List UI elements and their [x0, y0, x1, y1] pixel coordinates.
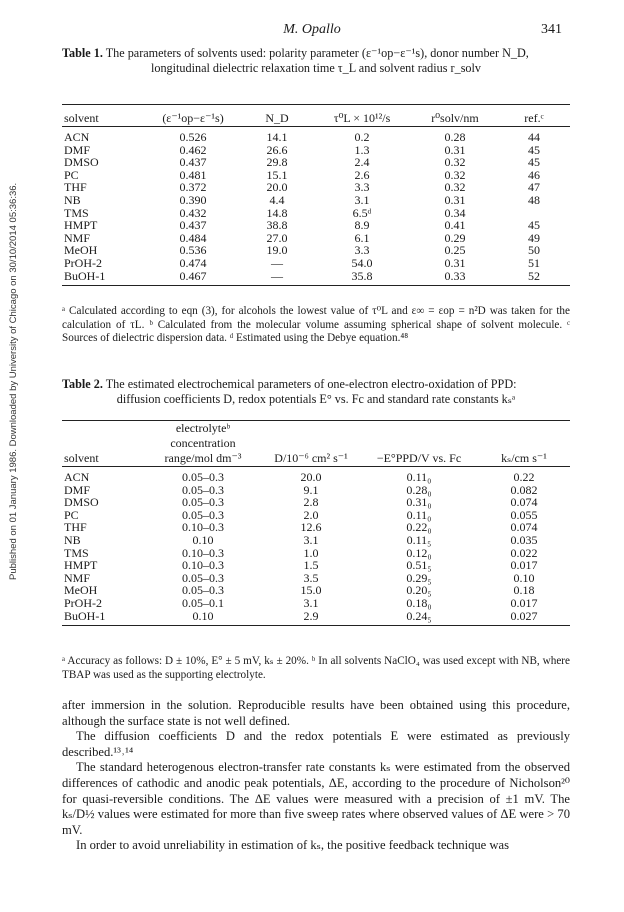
- table-cell: 0.24₅: [360, 610, 478, 626]
- table1-body: [62, 127, 570, 286]
- table-cell: 0.05–0.1: [182, 595, 224, 610]
- table-cell: NB: [64, 532, 81, 547]
- table-cell: 3.3: [354, 243, 370, 258]
- table1-header: (ε⁻¹op−ε⁻¹s): [144, 105, 242, 127]
- table-row: [62, 232, 570, 245]
- body-text: [62, 698, 570, 854]
- table-cell: 0.10: [513, 570, 535, 585]
- table2-header: range/mol dm⁻³: [164, 451, 242, 465]
- table-cell: 0.18₀: [406, 595, 432, 610]
- table1-caption-line2: longitudinal dielectric relaxation time τ_L and solvent radius r_solv: [150, 61, 482, 75]
- download-watermark-text: Published on 01 January 1986. Downloaded by University of Chicago on 30/10/2014 05:36:36.: [8, 182, 19, 580]
- table-cell: 0.32: [444, 167, 466, 182]
- table-cell: 3.1: [303, 532, 319, 547]
- author-name: M. Opallo: [283, 22, 341, 37]
- table-cell: 0.462: [179, 142, 207, 157]
- table-cell: NB: [64, 192, 81, 207]
- table-cell: 27.0: [266, 230, 288, 245]
- table-cell: NMF: [64, 230, 91, 245]
- table-cell: 9.1: [303, 482, 319, 497]
- table-cell: 0.437: [179, 218, 207, 233]
- table-cell: 0.074: [510, 520, 538, 535]
- table-cell: 3.3: [354, 180, 370, 195]
- table1-label: Table 1.: [62, 46, 103, 60]
- table-cell: 0.28: [444, 130, 466, 144]
- table-cell: 0.10–0.3: [182, 545, 224, 560]
- table-cell: BuOH-1: [62, 610, 144, 626]
- table1: [62, 104, 570, 286]
- table-cell: 45: [528, 155, 540, 170]
- table-cell: 0.22₀: [406, 520, 432, 535]
- table-cell: 0.31: [444, 142, 466, 157]
- table-cell: 0.29: [444, 230, 466, 245]
- table-row: [62, 219, 570, 232]
- table-cell: 0.28₀: [406, 482, 432, 497]
- table-cell: 0.2: [354, 130, 370, 144]
- table-cell: 0.05–0.3: [182, 482, 224, 497]
- table-cell: 0.372: [179, 180, 207, 195]
- table-cell: BuOH-1: [62, 270, 144, 286]
- table-cell: 14.8: [266, 205, 288, 220]
- table1-footnote: ᵃ Calculated according to eqn (3), for alcohols the lowest value of τ⁰L and ε∞ = εop = n²D was taken for the calculation of τL. ᵇ Calculated from the molecular volume assuming spherical shape of solvent molecule. ᶜ Sources of dielectric dispersion data. ᵈ Estimated using the Debye equation.⁴⁸: [62, 305, 570, 344]
- table2-header-stack: electrolyteᵇ: [175, 421, 231, 435]
- table-cell: 0.536: [179, 243, 207, 258]
- table-cell: 45: [528, 142, 540, 157]
- table-cell: 0.481: [179, 167, 207, 182]
- download-watermark: [8, 100, 22, 580]
- table-cell: 0.31: [444, 255, 466, 270]
- table-cell: 1.3: [354, 142, 370, 157]
- table-cell: 0.25: [444, 243, 466, 258]
- table-cell: ACN: [64, 130, 90, 144]
- table-cell: 0.11₀: [406, 507, 432, 522]
- table-cell: —: [242, 270, 312, 286]
- paragraph: after immersion in the solution. Reproducible results have been obtained using this procedure, although the surface state is not well defined.: [62, 698, 570, 728]
- table-cell: 0.22: [513, 470, 535, 484]
- table-cell: 0.022: [510, 545, 538, 560]
- table-cell: 0.027: [478, 610, 570, 626]
- table-cell: 51: [528, 255, 540, 270]
- table1-header: solvent: [62, 105, 144, 127]
- table-cell: 0.29₅: [406, 570, 432, 585]
- table-row: [62, 244, 570, 257]
- table-cell: 2.8: [303, 495, 319, 510]
- table-cell: 12.6: [300, 520, 322, 535]
- table-cell: 0.05–0.3: [182, 583, 224, 598]
- table-cell: 0.05–0.3: [182, 495, 224, 510]
- table-cell: DMF: [64, 142, 91, 157]
- table-cell: 3.5: [303, 570, 319, 585]
- running-head: [0, 22, 624, 40]
- table2-caption-line2: diffusion coefficients D, redox potentials E° vs. Fc and standard rate constants kₛᵃ: [116, 392, 516, 406]
- table-cell: 0.34: [444, 205, 466, 220]
- table-row: [62, 559, 570, 572]
- table-cell: 2.4: [354, 155, 370, 170]
- table-cell: 0.390: [179, 192, 207, 207]
- page-number: 341: [541, 22, 562, 37]
- table-cell: 0.526: [179, 130, 207, 144]
- table-cell: 0.11₀: [406, 470, 432, 484]
- table2-body: [62, 467, 570, 626]
- table-cell: 0.437: [179, 155, 207, 170]
- table-cell: 29.8: [266, 155, 288, 170]
- table2-header-electrolyte: [144, 421, 262, 467]
- table-cell: 0.10–0.3: [182, 558, 224, 573]
- table-cell: 1.5: [303, 558, 319, 573]
- table-cell: PrOH-2: [64, 255, 102, 270]
- table2-caption-line1: The estimated electrochemical parameters of one-electron electro-oxidation of PPD:: [105, 377, 517, 391]
- table-cell: 2.0: [303, 507, 319, 522]
- table2-header: solvent: [62, 421, 144, 467]
- table-cell: 3.1: [303, 595, 319, 610]
- table2-footnote: ᵃ Accuracy as follows: D ± 10%, E° ± 5 mV, kₛ ± 20%. ᵇ In all solvents NaClO₄ was used except with NB, where TBAP was used as the supporting electrolyte.: [62, 655, 570, 681]
- table-cell: 6.5ᵈ: [352, 205, 372, 220]
- table-row: [62, 534, 570, 547]
- table-cell: 20.0: [300, 470, 322, 484]
- table-cell: 0.51₅: [406, 558, 432, 573]
- table-cell: 0.32: [444, 180, 466, 195]
- table-cell: 38.8: [266, 218, 288, 233]
- table-cell: 8.9: [354, 218, 370, 233]
- table2-caption: [62, 377, 570, 407]
- table-cell: 0.074: [510, 495, 538, 510]
- paragraph: The standard heterogenous electron-transfer rate constants kₛ were estimated from the observed differences of cathodic and anodic peak potentials, ΔE, according to the procedure of Nicholson²⁰ for quasi-reversible conditions. The ΔE values were measured with a precision of ±1 mV. The kₛ/D½ values were estimated for more than five sweep rates where observed values of ΔE were > 70 mV.: [62, 760, 570, 837]
- table1-caption: [62, 46, 570, 76]
- table-row: [62, 597, 570, 610]
- table-cell: 0.10: [144, 610, 262, 626]
- table1-header: r⁰solv/nm: [412, 105, 498, 127]
- table-cell: 14.1: [266, 130, 288, 144]
- table-cell: 0.467: [144, 270, 242, 286]
- table2-label: Table 2.: [62, 377, 103, 391]
- table-row: [62, 181, 570, 194]
- table-row: [62, 194, 570, 207]
- table-cell: 0.32: [444, 155, 466, 170]
- table-cell: 0.05–0.3: [182, 570, 224, 585]
- table-row: [62, 610, 570, 626]
- table-cell: HMPT: [64, 558, 98, 573]
- table-row: [62, 270, 570, 286]
- table-cell: 0.082: [510, 482, 538, 497]
- table-row: [62, 467, 570, 484]
- table-cell: 44: [528, 130, 540, 144]
- table-row: [62, 156, 570, 169]
- table-cell: PrOH-2: [64, 595, 102, 610]
- table-cell: 54.0: [351, 255, 373, 270]
- table-cell: PC: [64, 167, 79, 182]
- table-cell: 45: [528, 218, 540, 233]
- table-cell: 0.474: [179, 255, 207, 270]
- table-cell: 15.0: [300, 583, 322, 598]
- table-cell: 0.41: [444, 218, 466, 233]
- table-cell: 0.10: [192, 532, 214, 547]
- table-cell: 3.1: [354, 192, 370, 207]
- table-cell: 0.12₀: [406, 545, 432, 560]
- table-cell: ACN: [64, 470, 90, 484]
- table-cell: 26.6: [266, 142, 288, 157]
- table-cell: 48: [528, 192, 540, 207]
- table2-header: kₛ/cm s⁻¹: [478, 421, 570, 467]
- table-cell: THF: [64, 520, 87, 535]
- table-cell: DMSO: [64, 495, 99, 510]
- table-cell: 49: [528, 230, 540, 245]
- table-cell: 0.33: [412, 270, 498, 286]
- table1-header: τ⁰L × 10¹²/s: [312, 105, 412, 127]
- table-cell: 0.05–0.3: [182, 470, 224, 484]
- table-cell: 50: [528, 243, 540, 258]
- table-cell: 35.8: [312, 270, 412, 286]
- table-cell: 0.055: [510, 507, 538, 522]
- table-cell: 15.1: [266, 167, 288, 182]
- table-cell: 6.1: [354, 230, 370, 245]
- table-cell: —: [271, 255, 283, 270]
- table-cell: NMF: [64, 570, 91, 585]
- table-row: [62, 169, 570, 182]
- table-cell: 0.18: [513, 583, 535, 598]
- table-row: [62, 207, 570, 220]
- table-cell: 46: [528, 167, 540, 182]
- table-cell: 52: [498, 270, 570, 286]
- table-cell: 20.0: [266, 180, 288, 195]
- table-cell: MeOH: [64, 243, 98, 258]
- table-cell: HMPT: [64, 218, 98, 233]
- table-cell: 19.0: [266, 243, 288, 258]
- table2-header: −E°PPD/V vs. Fc: [360, 421, 478, 467]
- table2: [62, 420, 570, 626]
- table-row: [62, 496, 570, 509]
- table-cell: 0.20₅: [406, 583, 432, 598]
- paragraph: In order to avoid unreliability in estimation of kₛ, the positive feedback technique was: [76, 838, 510, 853]
- table1-header: N_D: [242, 105, 312, 127]
- table2-header-stack: concentration: [170, 436, 236, 450]
- table-cell: 47: [528, 180, 540, 195]
- table-cell: 2.6: [354, 167, 370, 182]
- table-cell: 0.05–0.3: [182, 507, 224, 522]
- table-cell: 0.432: [179, 205, 207, 220]
- table-cell: 4.4: [269, 192, 285, 207]
- table1-caption-line1: The parameters of solvents used: polarity parameter (ε⁻¹op−ε⁻¹s), donor number N_D,: [105, 46, 529, 60]
- table-cell: TMS: [64, 545, 89, 560]
- table-cell: 0.017: [510, 558, 538, 573]
- table-cell: 0.11₅: [406, 532, 432, 547]
- paragraph: The diffusion coefficients D and the redox potentials E were estimated as previously described.¹³˒¹⁴: [62, 729, 570, 759]
- table-row: [62, 144, 570, 157]
- table-cell: DMF: [64, 482, 91, 497]
- table-cell: 2.9: [262, 610, 360, 626]
- table1-header: ref.ᶜ: [498, 105, 570, 127]
- table-cell: 0.035: [510, 532, 538, 547]
- table-row: [62, 127, 570, 144]
- table-cell: PC: [64, 507, 79, 522]
- table-cell: 1.0: [303, 545, 319, 560]
- table-cell: 0.31: [444, 192, 466, 207]
- table-cell: THF: [64, 180, 87, 195]
- table-cell: 0.017: [510, 595, 538, 610]
- table-cell: TMS: [64, 205, 89, 220]
- table-cell: 0.484: [179, 230, 207, 245]
- table2-header: D/10⁻⁶ cm² s⁻¹: [262, 421, 360, 467]
- table-cell: 0.31₀: [406, 495, 432, 510]
- table-row: [62, 257, 570, 270]
- table-cell: DMSO: [64, 155, 99, 170]
- table-cell: 0.10–0.3: [182, 520, 224, 535]
- table-cell: MeOH: [64, 583, 98, 598]
